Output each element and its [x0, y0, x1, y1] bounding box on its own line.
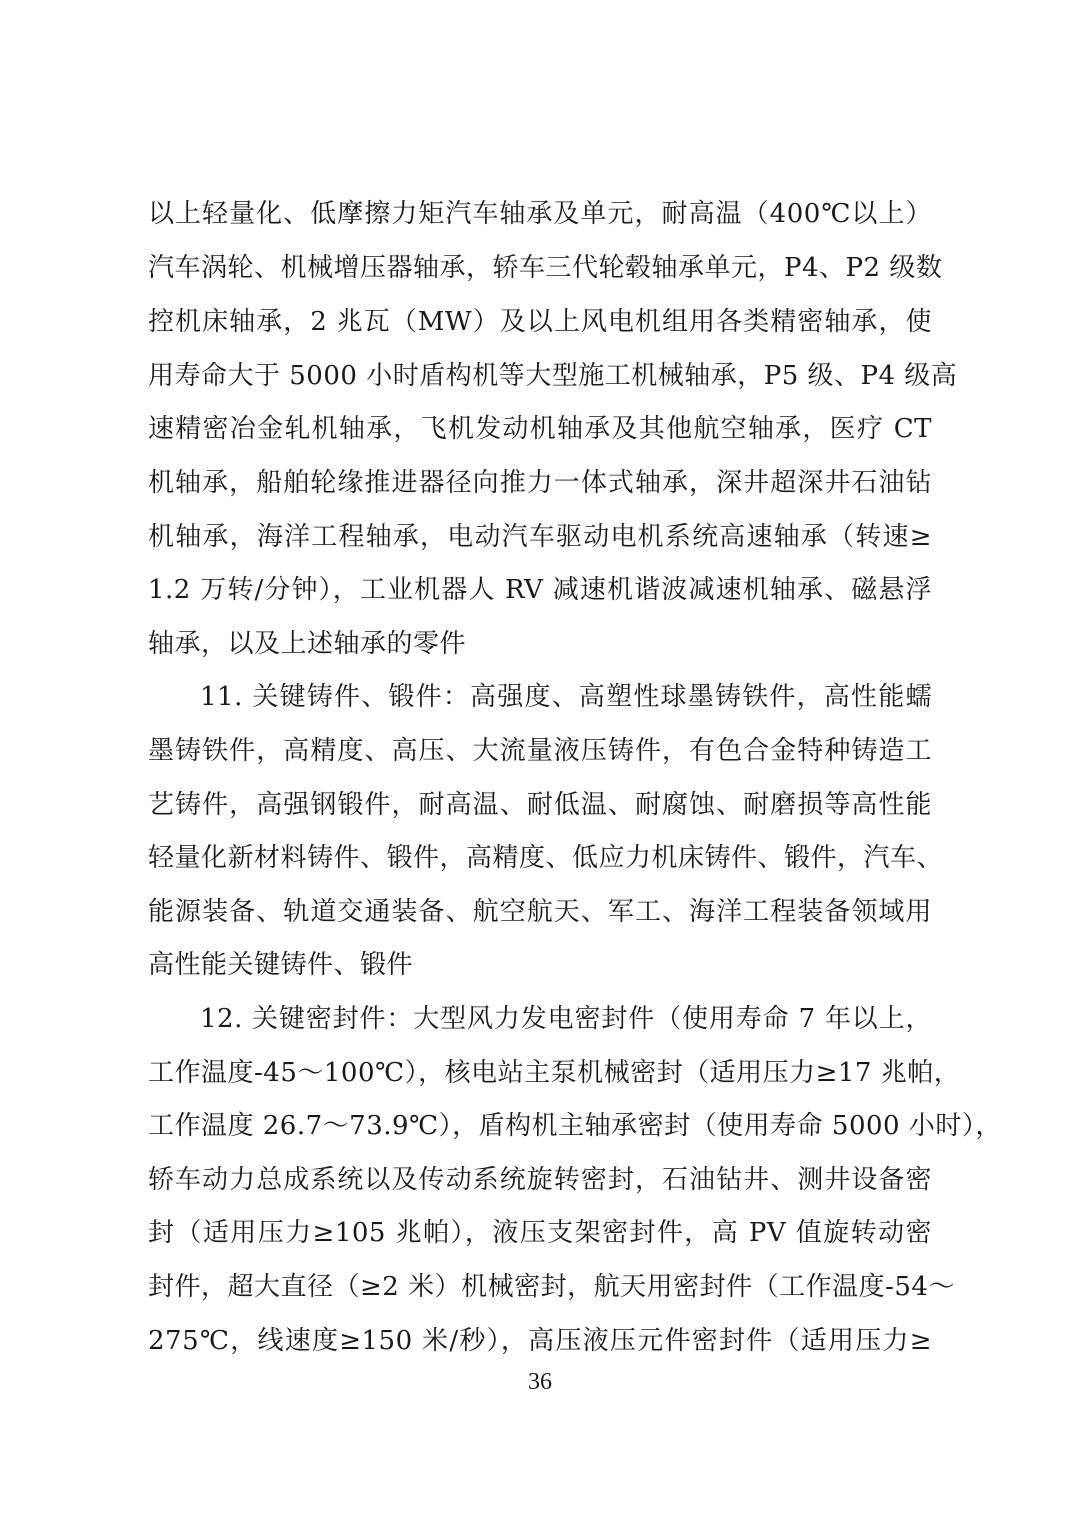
body-text-line: 速精密冶金轧机轴承，飞机发动机轴承及其他航空轴承，医疗 CT: [148, 414, 932, 444]
body-text-line: 墨铸铁件，高精度、高压、大流量液压铸件，有色合金特种铸造工: [148, 736, 932, 766]
body-text-line: 工作温度 26.7～73.9℃），盾构机主轴承密封（使用寿命 5000 小时），: [148, 1111, 1002, 1141]
body-text-line: 汽车涡轮、机械增压器轴承，轿车三代轮毂轴承单元，P4、P2 级数: [148, 253, 943, 283]
body-text-line: 轿车动力总成系统以及传动系统旋转密封，石油钻井、测井设备密: [148, 1165, 932, 1195]
section-heading-line: 11. 关键铸件、锻件：高强度、高塑性球墨铸铁件，高性能蠕: [200, 682, 932, 712]
body-text-line: 轴承，以及上述轴承的零件: [148, 629, 467, 659]
body-text-line: 能源装备、轨道交通装备、航空航天、军工、海洋工程装备领域用: [148, 897, 932, 927]
body-text-line: 以上轻量化、低摩擦力矩汽车轴承及单元，耐高温（400℃以上）: [148, 199, 932, 229]
body-text-line: 机轴承，船舶轮缘推进器径向推力一体式轴承，深井超深井石油钻: [148, 468, 932, 498]
section-heading-line: 12. 关键密封件：大型风力发电密封件（使用寿命 7 年以上，: [200, 1004, 932, 1034]
body-text-line: 封（适用压力≥105 兆帕），液压支架密封件，高 PV 值旋转动密: [148, 1218, 932, 1248]
body-text-line: 275℃，线速度≥150 米/秒），高压液压元件密封件（适用压力≥: [148, 1326, 932, 1356]
body-text-line: 高性能关键铸件、锻件: [148, 950, 414, 980]
body-text-line: 控机床轴承，2 兆瓦（MW）及以上风电机组用各类精密轴承，使: [148, 307, 932, 337]
body-text-line: 机轴承，海洋工程轴承，电动汽车驱动电机系统高速轴承（转速≥: [148, 522, 932, 552]
page-number: 36: [528, 1369, 552, 1395]
body-text-line: 轻量化新材料铸件、锻件，高精度、低应力机床铸件、锻件，汽车、: [148, 843, 944, 873]
body-text-line: 工作温度-45～100℃），核电站主泵机械密封（适用压力≥17 兆帕，: [148, 1058, 961, 1088]
body-text-line: 封件，超大直径（≥2 米）机械密封，航天用密封件（工作温度-54～: [148, 1272, 955, 1302]
body-text-line: 艺铸件，高强钢锻件，耐高温、耐低温、耐腐蚀、耐磨损等高性能: [148, 790, 932, 820]
body-text-line: 用寿命大于 5000 小时盾构机等大型施工机械轴承，P5 级、P4 级高: [148, 361, 958, 391]
body-text-line: 1.2 万转/分钟），工业机器人 RV 减速机谐波减速机轴承、磁悬浮: [148, 575, 932, 605]
